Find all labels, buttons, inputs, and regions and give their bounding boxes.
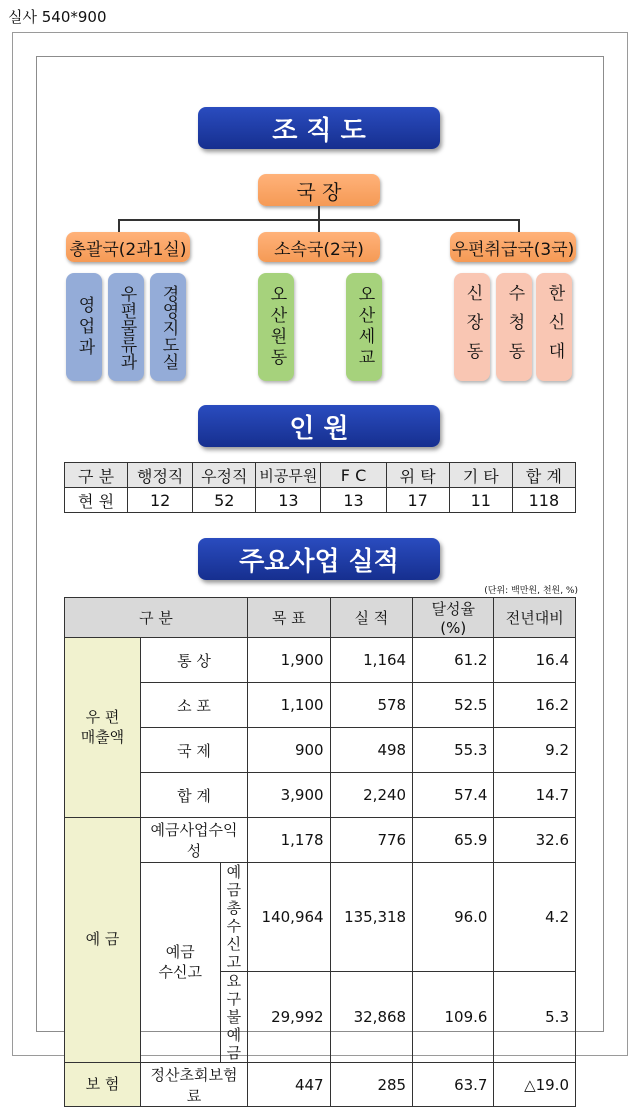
yoy-cell: 5.3 [494, 972, 576, 1063]
target-cell: 1,100 [248, 683, 331, 728]
staff-header-cell: 기 타 [449, 463, 512, 488]
connector-middle [318, 219, 320, 233]
row-label: 정산초회보험료 [140, 1063, 247, 1107]
yoy-cell: 14.7 [494, 773, 576, 818]
yoy-cell: △19.0 [494, 1063, 576, 1107]
rate-cell: 57.4 [413, 773, 494, 818]
staff-value-cell: 11 [449, 488, 512, 513]
org-chart-title: 조 직 도 [198, 107, 440, 149]
actual-cell: 776 [330, 818, 413, 863]
staff-title: 인 원 [198, 405, 440, 447]
row-label: 통 상 [140, 638, 247, 683]
performance-table [64, 597, 576, 1107]
table-row [65, 863, 576, 972]
row-label: 예금총 수신고 [220, 863, 248, 972]
target-cell: 3,900 [248, 773, 331, 818]
staff-value-cell: 52 [193, 488, 256, 513]
rate-cell: 109.6 [413, 972, 494, 1063]
unit-box: 영업과 [66, 273, 102, 381]
connector-right [518, 219, 520, 233]
staff-value-cell: 118 [512, 488, 575, 513]
actual-cell: 285 [330, 1063, 413, 1107]
unit-box: 수청동 [496, 273, 532, 381]
yoy-cell: 16.2 [494, 683, 576, 728]
row-label: 합 계 [140, 773, 247, 818]
table-row [65, 1063, 576, 1107]
unit-box: 한신대 [536, 273, 572, 381]
staff-header-cell: F C [321, 463, 386, 488]
staff-header-row [65, 463, 576, 488]
rate-cell: 96.0 [413, 863, 494, 972]
rate-cell: 55.3 [413, 728, 494, 773]
deposit-sub-group-cell: 예금 수신고 [140, 863, 220, 1063]
actual-cell: 135,318 [330, 863, 413, 972]
actual-cell: 578 [330, 683, 413, 728]
staff-header-cell: 비공무원 [256, 463, 321, 488]
row-label: 요구불 예금 [220, 972, 248, 1063]
image-caption: 실사 540*900 [8, 8, 107, 26]
director-box: 국 장 [258, 174, 380, 206]
unit-box: 오산세교 [346, 273, 382, 381]
table-row [65, 638, 576, 683]
perf-header-cell: 구 분 [65, 598, 248, 638]
rate-cell: 52.5 [413, 683, 494, 728]
rate-cell: 63.7 [413, 1063, 494, 1107]
yoy-cell: 32.6 [494, 818, 576, 863]
unit-box: 경영지도실 [150, 273, 186, 381]
perf-header-row [65, 598, 576, 638]
staff-header-cell: 위 탁 [386, 463, 449, 488]
staff-value-cell: 13 [256, 488, 321, 513]
actual-cell: 1,164 [330, 638, 413, 683]
staff-header-cell: 구 분 [65, 463, 128, 488]
staff-value-cell: 13 [321, 488, 386, 513]
row-label: 국 제 [140, 728, 247, 773]
row-label: 소 포 [140, 683, 247, 728]
target-cell: 900 [248, 728, 331, 773]
performance-title: 주요사업 실적 [198, 538, 440, 580]
postal-group-cell: 우 편 매출액 [65, 638, 141, 818]
perf-header-cell: 목 표 [248, 598, 331, 638]
target-cell: 29,992 [248, 972, 331, 1063]
table-row [65, 773, 576, 818]
actual-cell: 32,868 [330, 972, 413, 1063]
staff-header-cell: 우정직 [193, 463, 256, 488]
row-label: 예금사업수익성 [140, 818, 247, 863]
rate-cell: 65.9 [413, 818, 494, 863]
dept-box-general: 총괄국(2과1실) [66, 232, 190, 262]
yoy-cell: 9.2 [494, 728, 576, 773]
staff-value-cell: 17 [386, 488, 449, 513]
yoy-cell: 4.2 [494, 863, 576, 972]
yoy-cell: 16.4 [494, 638, 576, 683]
dept-box-affiliated: 소속국(2국) [258, 232, 380, 262]
staff-table [64, 462, 576, 513]
connector-left [118, 219, 120, 233]
perf-header-cell: 달성율(%) [413, 598, 494, 638]
target-cell: 1,178 [248, 818, 331, 863]
perf-header-cell: 실 적 [330, 598, 413, 638]
perf-header-cell: 전년대비 [494, 598, 576, 638]
staff-value-row [65, 488, 576, 513]
unit-box: 오산원동 [258, 273, 294, 381]
target-cell: 140,964 [248, 863, 331, 972]
rate-cell: 61.2 [413, 638, 494, 683]
dept-box-postal-agency: 우편취급국(3국) [450, 232, 576, 262]
table-row [65, 683, 576, 728]
deposit-group-cell: 예 금 [65, 818, 141, 1063]
connector-vertical [318, 206, 320, 220]
insurance-group-cell: 보 험 [65, 1063, 141, 1107]
staff-header-cell: 합 계 [512, 463, 575, 488]
table-row [65, 818, 576, 863]
staff-value-cell: 12 [128, 488, 193, 513]
staff-header-cell: 행정직 [128, 463, 193, 488]
target-cell: 1,900 [248, 638, 331, 683]
staff-value-cell: 현 원 [65, 488, 128, 513]
actual-cell: 2,240 [330, 773, 413, 818]
unit-box: 우편물류과 [108, 273, 144, 381]
target-cell: 447 [248, 1063, 331, 1107]
actual-cell: 498 [330, 728, 413, 773]
table-row [65, 728, 576, 773]
unit-note: (단위: 백만원, 천원, %) [484, 586, 578, 596]
unit-box: 신장동 [454, 273, 490, 381]
